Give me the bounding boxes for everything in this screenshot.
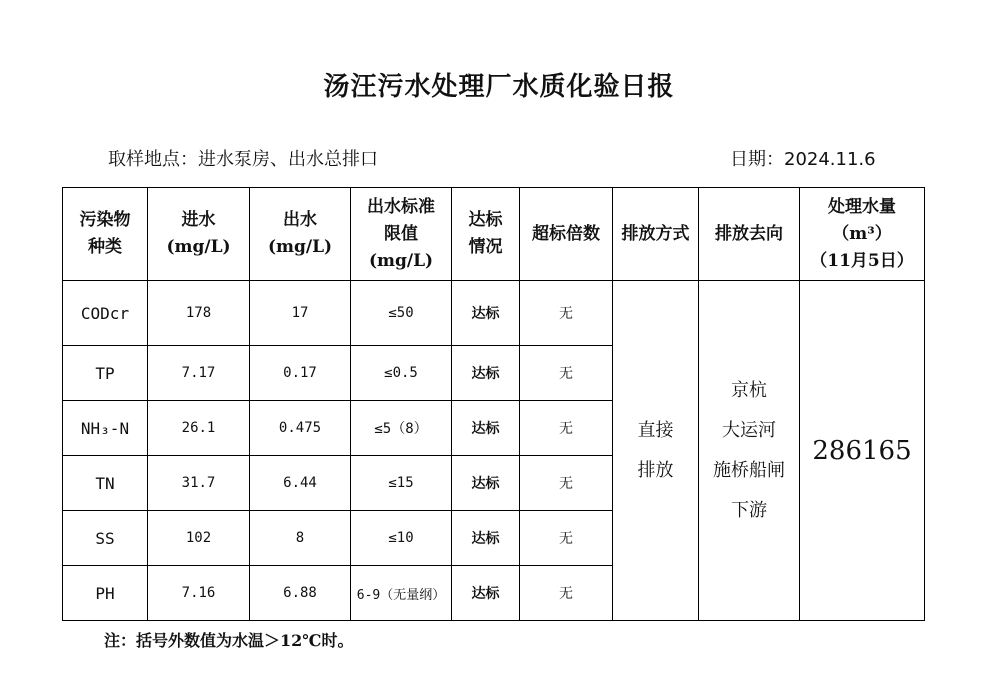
status-cell: 达标 xyxy=(452,401,520,456)
report-date: 日期：2024.11.6 xyxy=(730,149,876,170)
exceed-cell: 无 xyxy=(520,511,613,566)
header-discharge-method: 排放方式 xyxy=(613,188,699,281)
header-limit: 出水标准 限值 (mg/L) xyxy=(351,188,452,281)
limit-cell: ≤10 xyxy=(351,511,452,566)
header-exceed: 超标倍数 xyxy=(520,188,613,281)
exceed-cell: 无 xyxy=(520,281,613,346)
status-cell: 达标 xyxy=(452,456,520,511)
discharge-dest-cell: 京杭 大运河 施桥船闸 下游 xyxy=(699,281,800,621)
status-cell: 达标 xyxy=(452,511,520,566)
limit-cell: ≤15 xyxy=(351,456,452,511)
limit-cell: ≤0.5 xyxy=(351,346,452,401)
pollutant-cell: NH₃-N xyxy=(63,401,148,456)
footnote: 注：括号外数值为水温＞12℃时。 xyxy=(104,631,354,650)
pollutant-cell: TP xyxy=(63,346,148,401)
outflow-cell: 17 xyxy=(250,281,351,346)
exceed-cell: 无 xyxy=(520,401,613,456)
header-pollutant: 污染物 种类 xyxy=(63,188,148,281)
status-cell: 达标 xyxy=(452,281,520,346)
header-volume: 处理水量 （m³） （11月5日） xyxy=(800,188,925,281)
exceed-cell: 无 xyxy=(520,566,613,621)
exceed-cell: 无 xyxy=(520,456,613,511)
pollutant-cell: CODcr xyxy=(63,281,148,346)
inflow-cell: 31.7 xyxy=(148,456,250,511)
outflow-cell: 0.475 xyxy=(250,401,351,456)
outflow-cell: 0.17 xyxy=(250,346,351,401)
water-quality-table xyxy=(62,187,925,621)
pollutant-cell: SS xyxy=(63,511,148,566)
limit-cell: ≤50 xyxy=(351,281,452,346)
table-row xyxy=(63,281,925,346)
status-cell: 达标 xyxy=(452,566,520,621)
pollutant-cell: PH xyxy=(63,566,148,621)
header-inflow: 进水 (mg/L) xyxy=(148,188,250,281)
limit-cell: ≤5（8） xyxy=(351,401,452,456)
sampling-location: 取样地点：进水泵房、出水总排口 xyxy=(108,149,378,170)
outflow-cell: 6.44 xyxy=(250,456,351,511)
status-cell: 达标 xyxy=(452,346,520,401)
outflow-cell: 8 xyxy=(250,511,351,566)
header-outflow: 出水 (mg/L) xyxy=(250,188,351,281)
inflow-cell: 7.17 xyxy=(148,346,250,401)
limit-cell: 6-9（无量纲） xyxy=(351,566,452,621)
inflow-cell: 178 xyxy=(148,281,250,346)
volume-cell: 286165 xyxy=(800,281,925,621)
report-title: 汤汪污水处理厂水质化验日报 xyxy=(323,72,675,102)
inflow-cell: 26.1 xyxy=(148,401,250,456)
header-status: 达标 情况 xyxy=(452,188,520,281)
discharge-method-cell: 直接 排放 xyxy=(613,281,699,621)
inflow-cell: 7.16 xyxy=(148,566,250,621)
inflow-cell: 102 xyxy=(148,511,250,566)
outflow-cell: 6.88 xyxy=(250,566,351,621)
exceed-cell: 无 xyxy=(520,346,613,401)
header-discharge-dest: 排放去向 xyxy=(699,188,800,281)
header-row xyxy=(63,188,925,281)
pollutant-cell: TN xyxy=(63,456,148,511)
